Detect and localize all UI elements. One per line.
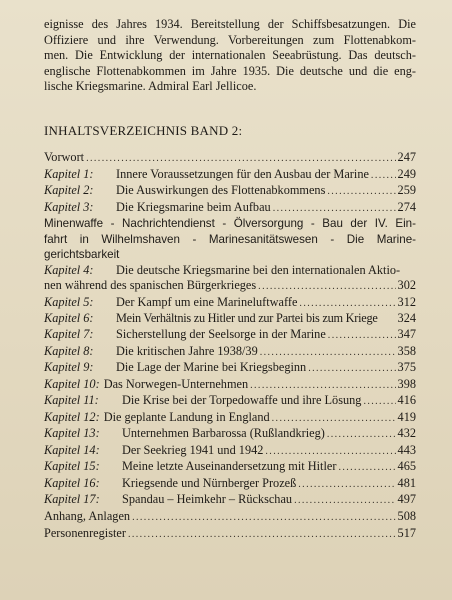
subtopic-line: fahrt in Wilhelmshaven - Marinesanitätswesen - Die Marine- [44,232,416,246]
toc-page-number: 312 [397,294,416,309]
leader-dots [294,493,395,509]
toc-entry-title: Unternehmen Barbarossa (Rußlandkrieg) [122,426,325,441]
toc-entry-kapitel-5 [44,295,416,312]
toc-entry-kapitel-16 [44,476,416,493]
toc-entry-kapitel-10 [44,377,416,394]
chapter-label: Kapitel 15: [44,459,100,474]
leader-dots [258,279,395,295]
leader-dots [265,444,395,460]
intro-paragraph [44,17,416,95]
intro-line: lische Kriegsmarine. Admiral Earl Jellicoe. [44,79,257,94]
toc-entry-title: Der Kampf um eine Marineluftwaffe [116,294,298,309]
leader-dots [250,378,395,394]
toc-entry-title: Das Norwegen-Unternehmen [103,376,249,391]
chapter-label: Kapitel 13: [44,426,100,441]
chapter-label: Kapitel 1: [44,166,94,181]
toc-entry-vorwort [44,150,416,167]
toc-entry-kapitel-3 [44,200,416,217]
toc-entry-kapitel-2 [44,183,416,200]
toc-entry-title: Meine letzte Auseinandersetzung mit Hitler [122,459,337,474]
toc-entry-title-continued: nen während des spanischen Bürgerkrieges [44,278,257,293]
toc-entry-kapitel-8 [44,344,416,361]
chapter-label: Kapitel 5: [44,294,94,309]
toc-page-number: 465 [397,459,416,474]
toc-page-number: 324 [397,311,416,326]
leader-dots [298,477,395,493]
toc-entry-title: Innere Voraussetzungen für den Ausbau der Marine [116,166,369,181]
leader-dots [128,527,396,543]
toc-entry-title: Die Kriegsmarine beim Aufbau [116,199,271,214]
toc-page-number: 375 [397,360,416,375]
toc-entry-title: Anhang, Anlagen [44,509,131,524]
toc-page-number: 517 [397,525,416,540]
toc-entry-title: Die Auswirkungen des Flottenabkommens [116,183,326,198]
intro-line: eignisse des Jahres 1934. Bereitstellung der Schiffsbesatzungen. Die [44,17,416,31]
chapter-label: Kapitel 12: [44,409,100,424]
toc-page-number: 358 [397,343,416,358]
chapter-label: Kapitel 17: [44,492,100,507]
leader-dots [272,411,396,427]
subtopic-line: Minenwaffe - Nachrichtendienst - Ölversorgung - Bau der IV. Ein- [44,217,416,231]
table-of-contents [44,150,416,542]
leader-dots [273,201,396,217]
chapter-3-subtopics [44,216,416,263]
toc-page-number: 432 [397,426,416,441]
toc-page-number: 302 [397,278,416,293]
chapter-label: Kapitel 10: [44,376,100,391]
toc-page-number: 274 [397,199,416,214]
toc-entry-kapitel-9 [44,360,416,377]
toc-entry-kapitel-6 [44,311,416,327]
toc-entry-kapitel-4-continued [44,278,416,295]
toc-entry-title: Vorwort [44,150,85,164]
toc-entry-kapitel-4 [44,263,416,279]
toc-entry-kapitel-13 [44,426,416,443]
toc-entry-title: Sicherstellung der Seelsorge in der Marine [116,327,326,342]
toc-page-number: 398 [397,376,416,391]
leader-dots [308,361,395,377]
toc-entry-anhang [44,509,416,526]
leader-dots [371,168,396,184]
toc-entry-title: Spandau – Heimkehr – Rückschau [122,492,293,507]
toc-page-number: 347 [397,327,416,342]
toc-entry-title: Kriegsende und Nürnberger Prozeß [122,475,297,490]
toc-entry-kapitel-11 [44,393,416,410]
toc-page-number: 497 [397,492,416,507]
toc-page-number: 249 [397,166,416,181]
leader-dots [132,510,395,526]
toc-entry-title: Die geplante Landung in England [103,409,270,424]
toc-entry-title: Die Krise bei der Torpedowaffe und ihre Lösung [122,393,362,408]
chapter-label: Kapitel 11: [44,393,99,408]
chapter-label: Kapitel 9: [44,360,94,375]
toc-entry-kapitel-7 [44,327,416,344]
leader-dots [327,184,395,200]
toc-entry-title: Die deutsche Kriegsmarine bei den internationalen Aktio- [116,262,401,277]
toc-entry-title: Der Seekrieg 1941 und 1942 [122,442,264,457]
chapter-label: Kapitel 3: [44,199,94,214]
leader-dots [86,151,395,167]
chapter-label: Kapitel 2: [44,183,94,198]
toc-entry-title: Personenregister [44,525,126,540]
toc-entry-title: Mein Verhältnis zu Hitler und zur Partei bis zum Kriege [116,311,378,326]
toc-page-number: 247 [397,150,416,164]
toc-entry-kapitel-14 [44,443,416,460]
chapter-label: Kapitel 16: [44,475,100,490]
toc-heading: INHALTSVERZEICHNIS BAND 2: [44,123,243,138]
leader-dots [338,460,395,476]
intro-line: men. Die Entwicklung der internationalen Seeabrüstung. Das deutsch- [44,48,416,63]
leader-dots [363,394,395,410]
leader-dots [260,345,396,361]
toc-page-number: 419 [397,409,416,424]
toc-entry-kapitel-17 [44,492,416,509]
toc-entry-personenregister [44,526,416,543]
subtopic-line: gerichtsbarkeit [44,248,120,262]
toc-page-number: 259 [397,183,416,198]
intro-line: Offiziere und ihre Verwendung. Vorbereitungen zum Flottenabkom- [44,32,416,47]
chapter-label: Kapitel 14: [44,442,100,457]
chapter-label: Kapitel 6: [44,311,94,326]
toc-entry-kapitel-12 [44,410,416,427]
leader-dots [299,296,395,312]
toc-page-number: 416 [397,393,416,408]
toc-page-number: 443 [397,442,416,457]
leader-dots [327,427,396,443]
toc-entry-kapitel-15 [44,459,416,476]
intro-line: englische Flottenabkommen im Jahre 1935. Die deutsche und die eng- [44,63,416,78]
chapter-label: Kapitel 4: [44,262,94,277]
toc-entry-title: Die kritischen Jahre 1938/39 [116,343,258,358]
toc-page-number: 508 [397,509,416,524]
chapter-label: Kapitel 7: [44,327,94,342]
chapter-label: Kapitel 8: [44,343,94,358]
toc-entry-title: Die Lage der Marine bei Kriegsbeginn [116,360,307,375]
toc-page-number: 481 [397,475,416,490]
leader-dots [328,328,396,344]
toc-entry-kapitel-1 [44,167,416,184]
